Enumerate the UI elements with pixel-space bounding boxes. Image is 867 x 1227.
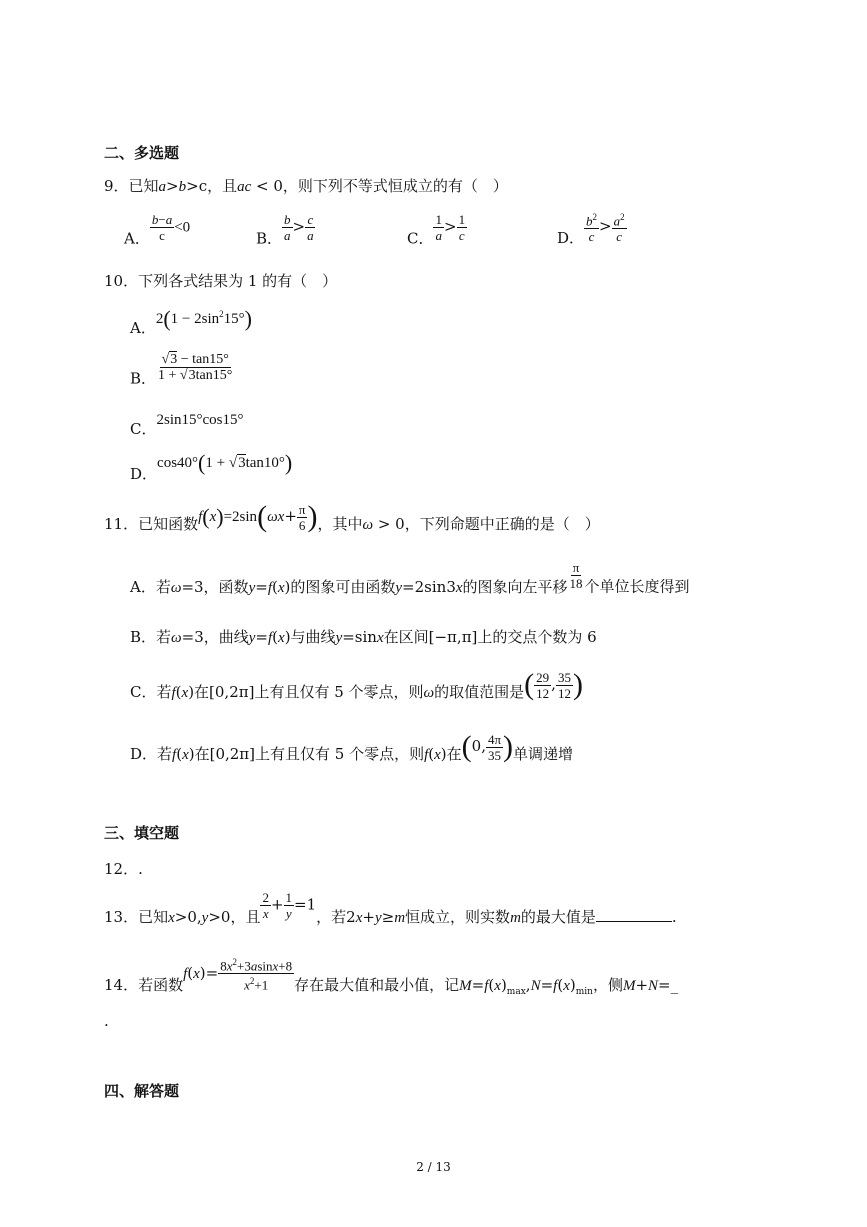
question-10-option-b: B． $\frac{√3 - \tan 15^\circ}{1 + √3\tan 15^\circ}$ (130, 352, 233, 388)
section-title-answer: 四、解答题 (104, 1082, 180, 1100)
page-number: 2 / 13 (416, 1160, 451, 1174)
question-9-option-c: C． $\frac{1}{a}$ > $\frac{1}{c}$ (407, 212, 466, 248)
question-11-stem: 11．已知函数f(x)=2sin(ωx+ $\frac{\pi}{6}$ )，其中ω > 0，下列命题中正确的是（ ） (104, 500, 600, 533)
question-9-option-d: D． $\frac{b^2}{c}$ > $\frac{a^2}{c}$ (557, 212, 625, 248)
question-9-option-b: B． $\frac{b}{a}$ > $\frac{c}{a}$ (256, 212, 314, 248)
question-10-stem: 10．下列各式结果为 1 的有（ ） (104, 272, 338, 290)
question-11-option-b: B．若ω=3，曲线y=f(x)与曲线y=sinx在区间[−π,π]上的交点个数为 6 (130, 628, 597, 646)
section-title-multiple-choice: 二、多选题 (104, 144, 180, 162)
question-11-option-d: D．若f(x)在[0,2π]上有且仅有 5 个零点，则f(x)在(0, $\frac{4\pi}{35}$ )单调递增 (130, 730, 574, 763)
question-9-stem: 9．已知a>b>c，且ac < 0，则下列不等式恒成立的有（ ） (104, 177, 508, 195)
question-9-option-a: A． $\frac{b-a}{c}$ <0 (124, 212, 191, 248)
question-13-stem: 13．已知x>0,y>0，且 $\frac{2}{x}$ + $\frac{1}{y}$ =1，若2x+y≥m恒成立，则实数m的最大值是 . (104, 890, 677, 926)
question-12-stem: 12．. (104, 860, 143, 878)
question-11-option-c: C．若f(x)在[0,2π]上有且仅有 5 个零点，则ω的取值范围是( $\frac{29}{12}$ , $\frac{35}{12}$ ) (130, 668, 583, 701)
question-11-option-a: A．若ω=3，函数y=f(x)的图象可由函数y=2sin3x的图象向左平移 $\frac{\pi}{18}$ 个单位长度得到 (130, 560, 690, 596)
question-10-option-d: D．cos40°(1 + √3tan10°) (130, 450, 293, 483)
question-10-option-c: C．2sin15°cos15° (130, 412, 244, 438)
section-title-fill-blank: 三、填空题 (104, 824, 180, 842)
question-10-option-a: A．$2(1 - 2\sin^215^\circ)$ (130, 306, 252, 337)
question-14-stem: 14．若函数f(x)= $\frac{8x^2+3asinx+8}{x^2+1}$ 存在最大值和最小值，记$M=f(x)_{max},N=f(x)_{min}$，侧M+N=_ (104, 957, 679, 997)
question-14-period: . (104, 1012, 109, 1030)
